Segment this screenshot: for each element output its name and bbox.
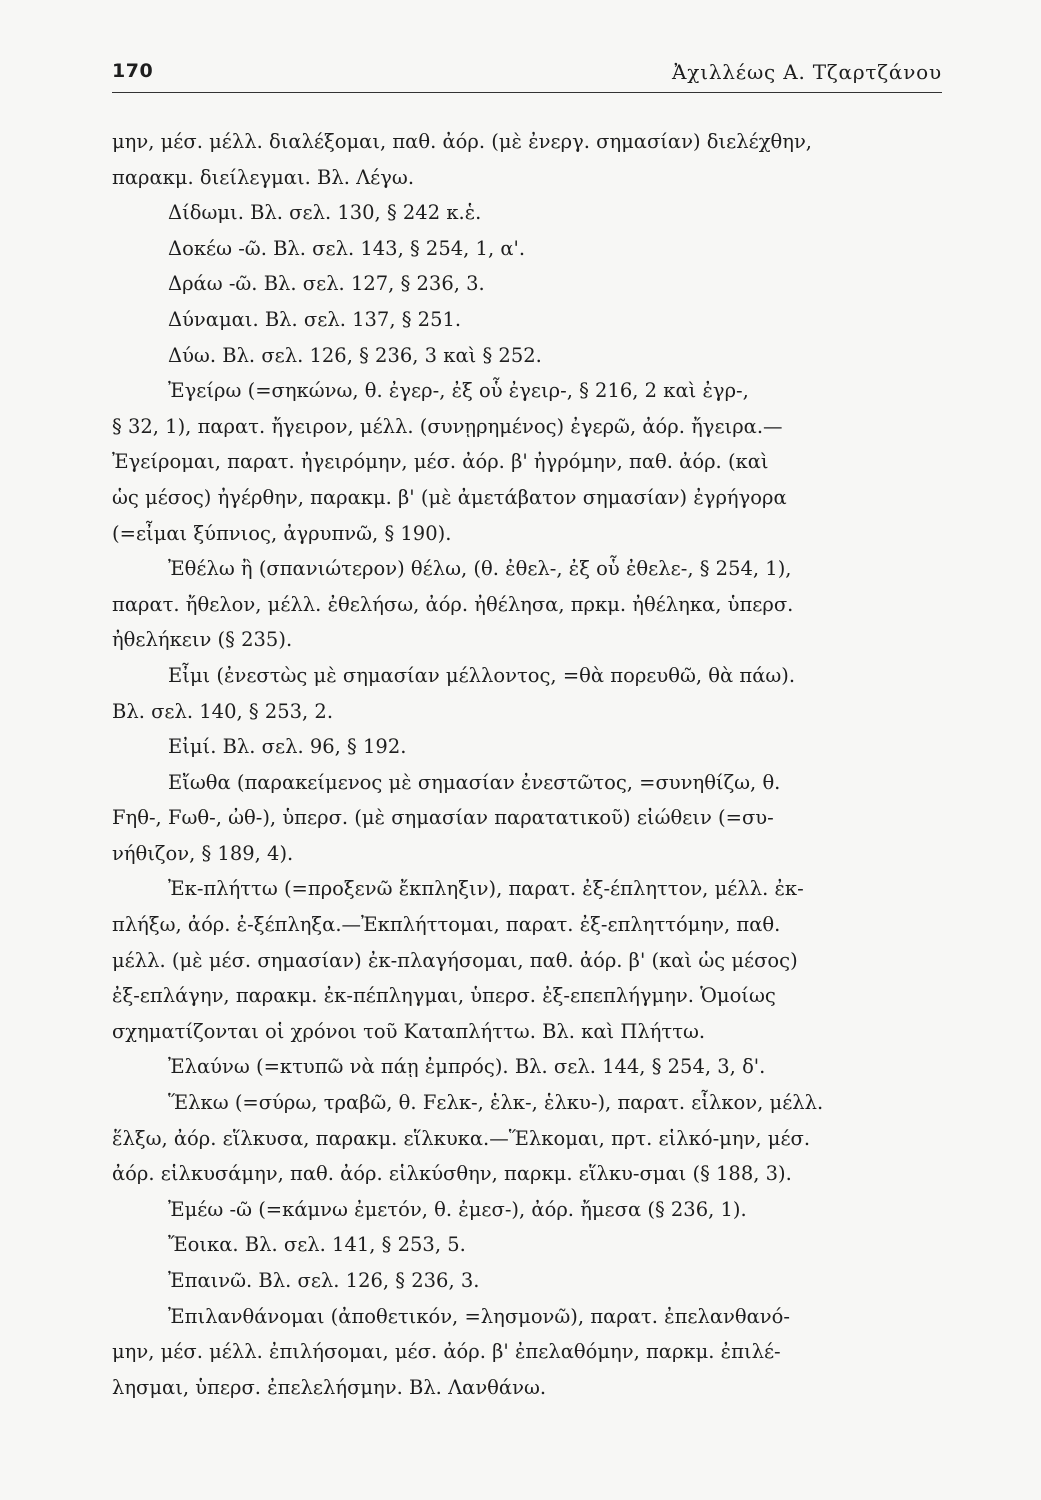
text-line: ἀόρ. εἱλκυσάμην, παθ. ἀόρ. εἱλκύσθην, παρκμ. εἵλκυ-σμαι (§ 188, 3). <box>112 1162 792 1186</box>
running-head: Ἀχιλλέως Α. Τζαρτζάνου <box>672 60 942 84</box>
text-line: (=εἶμαι ξύπνιος, ἀγρυπνῶ, § 190). <box>112 521 452 545</box>
text-body <box>112 124 942 1405</box>
text-line: ἠθελήκειν (§ 235). <box>112 628 293 652</box>
entry-dyo: Δύω. Βλ. σελ. 126, § 236, 3 καὶ § 252. <box>168 343 542 367</box>
text-line: μην, μέσ. μέλλ. διαλέξομαι, παθ. ἀόρ. (μὲ ἐνεργ. σημασίαν) διελέχθην, <box>112 130 812 153</box>
entry-epaino: Ἐπαινῶ. Βλ. σελ. 126, § 236, 3. <box>168 1269 480 1292</box>
text-line: § 32, 1), παρατ. ἤγειρον, μέλλ. (συνῃρημένος) ἐγερῶ, ἀόρ. ἤγειρα.— <box>112 414 783 438</box>
entry-emeo: Ἐμέω -ῶ (=κάμνω ἐμετόν, θ. ἐμεσ-), ἀόρ. ἤμεσα (§ 236, 1). <box>168 1197 747 1221</box>
text-line: Fηθ-, Fωθ-, ὠθ-), ὑπερσ. (μὲ σημασίαν παρατατικοῦ) εἰώθειν (=συ- <box>112 806 774 830</box>
entry-dynamai: Δύναμαι. Βλ. σελ. 137, § 251. <box>168 307 462 331</box>
entry-epilanthanomai: Ἐπιλανθάνομαι (ἀποθετικόν, =λησμονῶ), παρατ. ἐπελανθανό- <box>168 1304 790 1328</box>
page-number: 170 <box>112 60 154 82</box>
text-line: σχηματίζονται οἱ χρόνοι τοῦ Καταπλήττω. Βλ. καὶ Πλήττω. <box>112 1019 706 1043</box>
text-line: Ἐγείρομαι, παρατ. ἠγειρόμην, μέσ. ἀόρ. β' ἠγρόμην, παθ. ἀόρ. (καὶ <box>112 450 769 474</box>
entry-didomi: Δίδωμι. Βλ. σελ. 130, § 242 κ.ἑ. <box>168 201 482 225</box>
entry-dokeo: Δοκέω -ῶ. Βλ. σελ. 143, § 254, 1, α'. <box>168 236 526 260</box>
text-line: παρακμ. διείλεγμαι. Βλ. Λέγω. <box>112 165 415 189</box>
text-line: λησμαι, ὑπερσ. ἐπελελήσμην. Βλ. Λανθάνω. <box>112 1375 547 1399</box>
page-header <box>112 58 942 93</box>
text-line: Βλ. σελ. 140, § 253, 2. <box>112 699 334 723</box>
entry-eiotha: Εἴωθα (παρακείμενος μὲ σημασίαν ἐνεστῶτος, =συνηθίζω, θ. <box>168 770 781 794</box>
entry-egeiro: Ἐγείρω (=σηκώνω, θ. ἐγερ-, ἐξ οὗ ἐγειρ-, § 216, 2 καὶ ἐγρ-, <box>168 379 749 403</box>
entry-drao: Δράω -ῶ. Βλ. σελ. 127, § 236, 3. <box>168 272 485 296</box>
entry-eoika: Ἔοικα. Βλ. σελ. 141, § 253, 5. <box>168 1233 466 1257</box>
entry-ekplitto: Ἐκ-πλήττω (=προξενῶ ἔκπληξιν), παρατ. ἐξ-έπληττον, μέλλ. ἐκ- <box>168 877 804 901</box>
text-line: πλήξω, ἀόρ. ἐ-ξέπληξα.—Ἐκπλήττομαι, παρατ. ἐξ-επληττόμην, παθ. <box>112 913 781 937</box>
text-line: παρατ. ἤθελον, μέλλ. ἐθελήσω, ἀόρ. ἠθέλησα, πρκμ. ἠθέληκα, ὑπερσ. <box>112 592 794 616</box>
entry-elauno: Ἐλαύνω (=κτυπῶ νὰ πάῃ ἐμπρός). Βλ. σελ. 144, § 254, 3, δ'. <box>168 1055 766 1079</box>
text-line: μην, μέσ. μέλλ. ἐπιλήσομαι, μέσ. ἀόρ. β' ἐπελαθόμην, παρκμ. ἐπιλέ- <box>112 1340 781 1364</box>
entry-elko: Ἕλκω (=σύρω, τραβῶ, θ. Fελκ-, ἑλκ-, ἑλκυ-), παρατ. εἷλκον, μέλλ. <box>168 1091 824 1115</box>
text-line: ἕλξω, ἀόρ. εἵλκυσα, παρακμ. εἵλκυκα.—Ἕλκομαι, πρτ. εἱλκό-μην, μέσ. <box>112 1126 811 1150</box>
text-line: μέλλ. (μὲ μέσ. σημασίαν) ἐκ-πλαγήσομαι, παθ. ἀόρ. β' (καὶ ὡς μέσος) <box>112 948 798 972</box>
text-line: νήθιζον, § 189, 4). <box>112 841 294 865</box>
text-line: ὡς μέσος) ἠγέρθην, παρακμ. β' (μὲ ἀμετάβατον σημασίαν) ἐγρήγορα <box>112 485 787 509</box>
entry-eimi-be: Εἰμί. Βλ. σελ. 96, § 192. <box>168 735 407 759</box>
entry-eimi: Εἶμι (ἐνεστὼς μὲ σημασίαν μέλλοντος, =θὰ πορευθῶ, θὰ πάω). <box>168 663 796 687</box>
text-line: ἐξ-επλάγην, παρακμ. ἐκ-πέπληγμαι, ὑπερσ. ἐξ-επεπλήγμην. Ὁμοίως <box>112 984 776 1008</box>
entry-ethelo: Ἐθέλω ἢ (σπανιώτερον) θέλω, (θ. ἐθελ-, ἐξ οὗ ἐθελε-, § 254, 1), <box>168 557 792 581</box>
